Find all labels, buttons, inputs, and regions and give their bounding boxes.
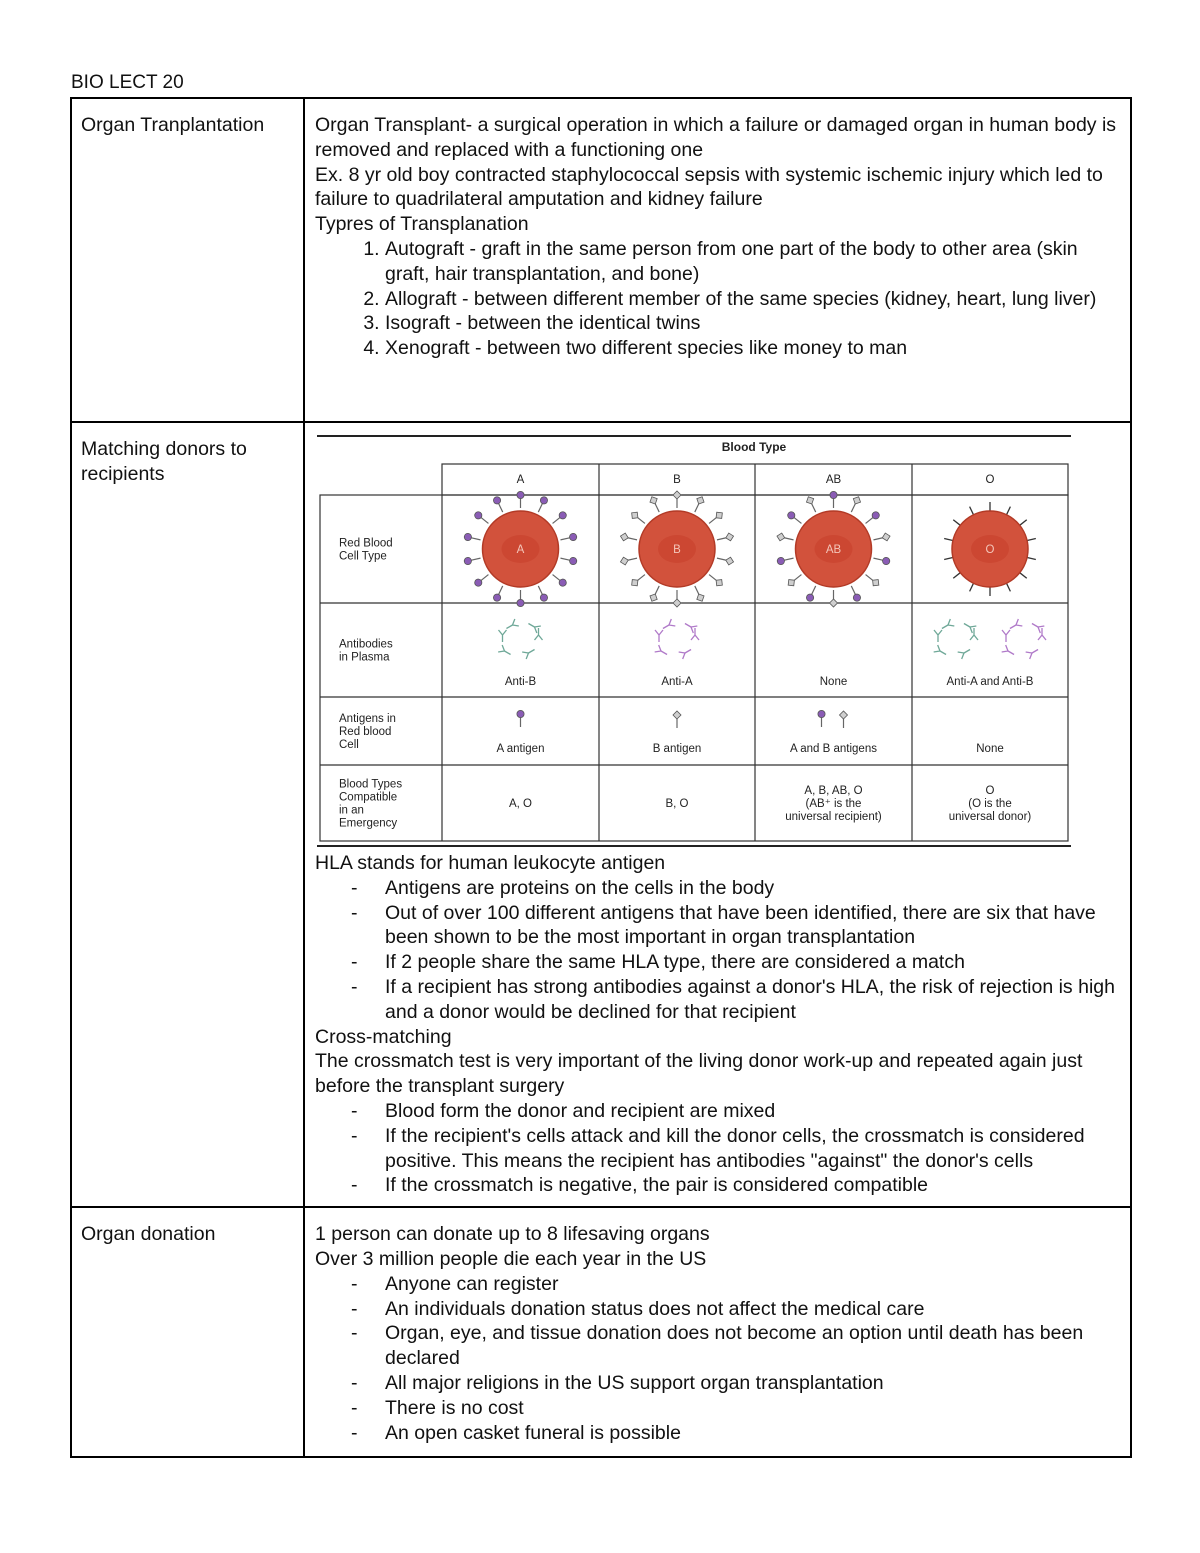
antigen-b-icon: [629, 571, 647, 588]
antigen-b-icon: [648, 584, 663, 603]
antigen-a-icon: [492, 584, 506, 602]
antibody-y: [522, 646, 536, 659]
notes-table: [70, 97, 1132, 1458]
list-item: [351, 1124, 1120, 1174]
dash-bullet: -: [351, 1396, 358, 1419]
row-label-text: Compatible: [339, 791, 398, 804]
red-blood-cell-a: [464, 491, 578, 606]
list-item-text: An open casket funeral is possible: [385, 1421, 681, 1444]
antigen-b-icon: [830, 590, 838, 607]
row-label-text: in an: [339, 804, 364, 817]
document-title: BIO LECT 20: [71, 72, 184, 93]
antigen-a-icon: [492, 496, 506, 514]
compatible-label: (O is the: [968, 798, 1012, 810]
row-label-text: Cell: [339, 739, 359, 751]
types-heading: Typres of Transplanation: [315, 213, 529, 236]
antigen-a-icon: [464, 555, 482, 566]
cell-label: AB: [825, 544, 842, 556]
content-organ-donation: [304, 1207, 1131, 1457]
antigen-b-icon: [673, 590, 681, 607]
donation-fact-1: 1 person can donate up to 8 lifesaving organs: [315, 1223, 710, 1246]
list-item: 4. Xenograft - between two different species like money to man: [385, 336, 1120, 361]
antibody-y: [504, 619, 518, 632]
antigen-a-icon: [786, 510, 803, 526]
antigen-b-icon: [707, 571, 725, 588]
red-blood-cell-o: [944, 502, 1036, 596]
antigen-a-icon: [473, 572, 490, 588]
hla-heading: HLA stands for human leukocyte antigen: [315, 852, 666, 874]
topic-organ-transplantation: Organ Tranplantation: [71, 98, 304, 422]
dash-bullet: -: [351, 1297, 358, 1320]
antigen-b-icon: [840, 711, 848, 728]
antibody-y: [934, 645, 948, 658]
list-item: [351, 1099, 1120, 1124]
list-item: [351, 1371, 1120, 1396]
antibody-y: [934, 630, 942, 642]
list-item: [351, 1321, 1120, 1371]
antibody-icon: [934, 619, 978, 659]
compatible-label: (AB⁺ is the: [805, 798, 862, 810]
section-row-organ-transplantation: [71, 98, 1131, 422]
cell-label: A: [516, 544, 525, 556]
antigen-a-icon: [848, 584, 862, 602]
antibody-y: [1026, 646, 1040, 659]
antibody-y: [661, 619, 675, 632]
list-item: [351, 901, 1120, 951]
antigen-a-icon: [560, 555, 578, 566]
list-item-text: There is no cost: [385, 1396, 524, 1419]
antigen-a-icon: [464, 533, 482, 544]
list-item: [351, 1421, 1120, 1446]
antibody-y: [1002, 630, 1010, 642]
donation-fact-2: Over 3 million people die each year in the US: [315, 1247, 707, 1270]
antigen-b-icon: [691, 584, 706, 603]
antigen-b-icon: [707, 510, 725, 527]
antigen-a-icon: [550, 510, 567, 526]
antibody-label: None: [819, 676, 848, 688]
antibody-y: [1008, 619, 1022, 632]
definition-text: Organ Transplant- a surgical operation in which a failure or damaged organ in human body is removed and replaced with a functioning one: [315, 114, 1117, 161]
section-row-matching: [71, 422, 1131, 1207]
list-item: [351, 1272, 1120, 1297]
antigen-a-icon: [535, 496, 549, 514]
antibody-y: [940, 619, 954, 632]
column-header-o: O: [985, 474, 995, 486]
antigen-a-icon: [517, 710, 524, 727]
antigen-b-icon: [673, 711, 681, 728]
topic-organ-donation: Organ donation: [71, 1207, 304, 1457]
dash-bullet: -: [351, 901, 358, 924]
list-item: [351, 1173, 1120, 1198]
column-header-b: B: [673, 474, 681, 486]
list-item-text: Antigens are proteins on the cells in the body: [385, 876, 775, 899]
list-item-text: All major religions in the US support organ transplantation: [385, 1371, 884, 1394]
antigen-b-icon: [620, 532, 638, 544]
antigen-b-icon: [716, 554, 734, 566]
list-item: [351, 1297, 1120, 1322]
crossmatch-points-list: [315, 1099, 1120, 1198]
list-item-text: Out of over 100 different antigens that have been identified, there are six that have been shown to be the most important in organ transplantation: [385, 901, 1096, 949]
antigen-label: None: [976, 743, 1004, 755]
topic-matching: Matching donors to recipients: [71, 422, 304, 1207]
antigen-a-icon: [517, 590, 524, 607]
chart-marks: [339, 474, 1046, 830]
dash-bullet: -: [351, 1124, 358, 1147]
content-matching: [304, 422, 1131, 1207]
row-label-text: Red Blood: [339, 537, 393, 550]
antigen-a-icon: [560, 533, 578, 544]
dash-bullet: -: [351, 1371, 358, 1394]
list-item-text: Organ, eye, and tissue donation does not become an option until death has been declared: [385, 1322, 1084, 1370]
list-item-text: If the crossmatch is negative, the pair is considered compatible: [385, 1174, 929, 1197]
compatible-label: universal donor): [948, 811, 1032, 823]
list-item-text: If 2 people share the same HLA type, there are considered a match: [385, 951, 965, 974]
red-blood-cell-b: [620, 491, 735, 607]
list-item-text: Blood form the donor and recipient are mixed: [385, 1099, 776, 1122]
antibody-label: Anti-B: [504, 676, 537, 688]
section-row-organ-donation: [71, 1207, 1131, 1457]
row-label-text: Antigens in: [339, 713, 396, 725]
antigen-b-icon: [776, 532, 794, 544]
dash-bullet: -: [351, 1322, 358, 1345]
chart-title: Blood Type: [721, 440, 787, 454]
antigen-b-icon: [673, 491, 681, 508]
content-organ-transplantation: [304, 98, 1131, 422]
red-blood-cell-ab: [776, 491, 891, 607]
antibody-y: [655, 645, 669, 658]
antibody-icon: [655, 619, 699, 659]
antigen-a-icon: [863, 510, 880, 526]
column-header-ab: AB: [825, 474, 842, 486]
example-text: Ex. 8 yr old boy contracted staphylococcal sepsis with systemic ischemic injury which led to failure to quadrilateral amputation and kidney failure: [315, 163, 1103, 211]
list-item-text: If a recipient has strong antibodies against a donor's HLA, the risk of rejection is high and a donor would be declined for that recipient: [385, 975, 1115, 1023]
blood-type-chart: [317, 435, 1073, 847]
compatible-label: universal recipient): [785, 811, 882, 823]
antigen-a-icon: [805, 584, 819, 602]
list-item: [351, 950, 1120, 975]
antigen-b-icon: [648, 495, 663, 514]
antigen-label: A antigen: [496, 743, 545, 755]
antigen-a-icon: [830, 491, 837, 508]
antigen-b-icon: [786, 571, 804, 588]
antigen-b-icon: [805, 495, 820, 514]
antibody-label: Anti-A: [661, 676, 693, 688]
row-label-text: in Plasma: [339, 651, 390, 664]
antibody-y: [498, 645, 512, 658]
list-item: [351, 876, 1120, 901]
antigen-a-icon: [473, 510, 490, 526]
list-item: [351, 975, 1120, 1025]
row-label-text: Antibodies: [339, 638, 393, 651]
antigen-b-icon: [691, 495, 706, 514]
antigen-b-icon: [873, 532, 891, 544]
crossmatch-heading: Cross-matching: [315, 1025, 452, 1048]
column-header-a: A: [516, 474, 525, 486]
cell-label: O: [985, 544, 995, 556]
crossmatch-text: The crossmatch test is very important of the living donor work-up and repeated again just before the transplant surgery: [315, 1050, 1083, 1098]
antigen-a-icon: [777, 555, 795, 566]
antigen-a-icon: [873, 555, 891, 566]
dash-bullet: -: [351, 1174, 358, 1197]
antigen-a-icon: [535, 584, 549, 602]
cell-label: B: [673, 544, 681, 556]
antigen-b-icon: [848, 495, 863, 514]
antigen-a-icon: [818, 710, 825, 727]
row-label-text: Red blood: [339, 726, 392, 738]
dash-bullet: -: [351, 1421, 358, 1444]
row-label-text: Cell Type: [339, 550, 387, 563]
dash-bullet: -: [351, 975, 358, 998]
list-item: 3. Isograft - between the identical twins: [385, 311, 1120, 336]
compatible-label: A, O: [508, 798, 533, 810]
antibody-y: [1002, 645, 1016, 658]
antibody-y: [679, 646, 693, 659]
antigen-label: B antigen: [652, 743, 702, 755]
compatible-label: A, B, AB, O: [804, 785, 863, 797]
dash-bullet: -: [351, 876, 358, 899]
dash-bullet: -: [351, 1272, 358, 1295]
row-label-text: Emergency: [339, 817, 398, 830]
antigen-a-icon: [517, 491, 524, 508]
antigen-label: A and B antigens: [790, 743, 877, 755]
antigen-b-icon: [716, 532, 734, 544]
antibody-icon: [1002, 619, 1046, 659]
compatible-label: B, O: [665, 798, 689, 810]
antigen-a-icon: [550, 572, 567, 588]
transplant-types-list: [315, 237, 1120, 361]
antibody-label: Anti-A and Anti-B: [946, 676, 1034, 688]
dash-bullet: -: [351, 1099, 358, 1122]
donation-points-list: [315, 1272, 1120, 1446]
antigen-b-icon: [620, 554, 638, 566]
list-item: [351, 1396, 1120, 1421]
antigen-b-icon: [629, 510, 647, 527]
dash-bullet: -: [351, 951, 358, 974]
list-item-text: If the recipient's cells attack and kill the donor cells, the crossmatch is considered positive. This means the recipient has antibodies "against" the donor's cells: [385, 1124, 1085, 1172]
hla-points-list: [315, 876, 1120, 1025]
blood-type-svg: [317, 435, 1073, 847]
row-label-text: Blood Types: [339, 778, 403, 791]
list-item-text: An individuals donation status does not affect the medical care: [385, 1297, 925, 1320]
antibody-icon: [498, 619, 542, 659]
compatible-label: O: [985, 785, 995, 797]
antigen-b-icon: [863, 571, 881, 588]
list-item: 1. Autograft - graft in the same person from one part of the body to other area (skin graft, hair transplantation, and bone): [385, 237, 1120, 287]
list-item: 2. Allograft - between different member of the same species (kidney, heart, lung liver): [385, 287, 1120, 312]
antibody-y: [655, 630, 663, 642]
antibody-y: [958, 646, 972, 659]
list-item-text: Anyone can register: [385, 1272, 559, 1295]
antibody-y: [499, 630, 507, 642]
